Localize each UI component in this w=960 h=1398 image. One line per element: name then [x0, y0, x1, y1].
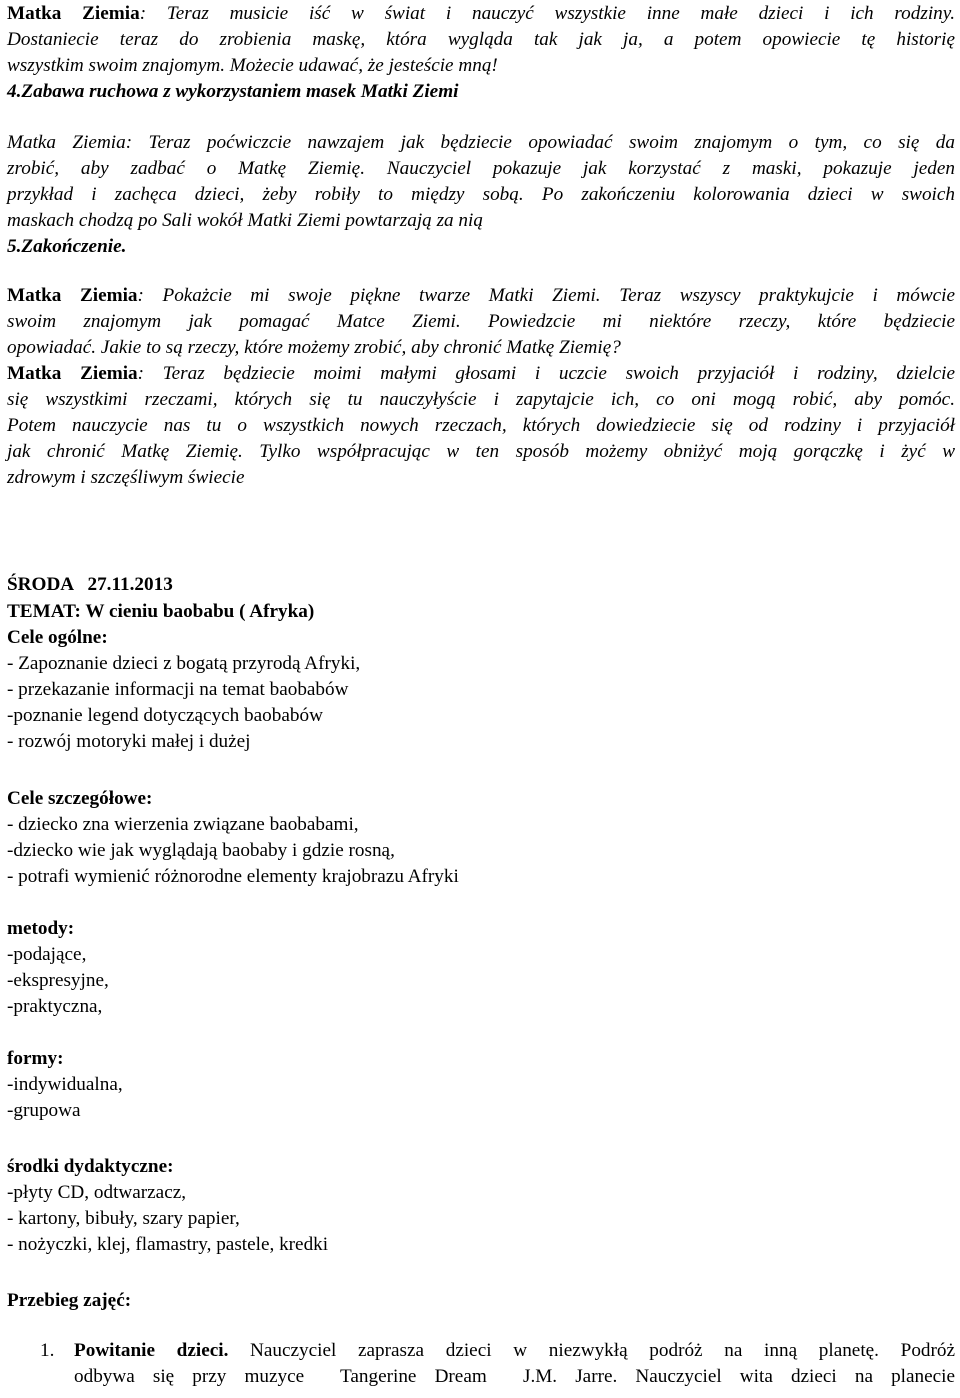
- list-item: -poznanie legend dotyczących baobabów: [7, 705, 323, 726]
- list-item: - potrafi wymienić różnorodne elementy krajobrazu Afryki: [7, 866, 459, 887]
- list-item: - Zapoznanie dzieci z bogatą przyrodą Afryki,: [7, 653, 361, 674]
- text-line: [7, 361, 955, 387]
- speaker-label: Matka Ziemia: [7, 363, 138, 384]
- lesson-topic: TEMAT: W cieniu baobabu ( Afryka): [7, 601, 315, 622]
- list-item: -indywidualna,: [7, 1074, 123, 1095]
- text-line: Dostaniecie teraz do zrobienia maskę, która wygląda tak jak ja, a potem opowiecie tę historię: [7, 29, 955, 50]
- forms-title: formy:: [7, 1048, 64, 1069]
- text-line: maskach chodzą po Sali wokół Matki Ziemi powtarzają za nią: [7, 210, 483, 231]
- text-line: wszystkim swoim znajomym. Możecie udawać, że jesteście mną!: [7, 55, 498, 76]
- text-line: Potem nauczycie nas tu o wszystkich nowych rzeczach, których dowiedziecie się od rodziny i przyjaciół: [7, 415, 955, 436]
- text-line: opowiadać. Jakie to są rzeczy, które możemy zrobić, aby chronić Matkę Ziemię?: [7, 337, 621, 358]
- step-line: odbywa się przy muzyce Tangerine Dream J.M. Jarre. Nauczyciel wita dzieci na planecie: [74, 1366, 955, 1387]
- step-number: 1.: [40, 1340, 55, 1361]
- methods-title: metody:: [7, 918, 75, 939]
- speech-text: : Teraz musicie iść w świat i nauczyć wszystkie inne małe dzieci i ich rodziny.: [139, 3, 955, 24]
- list-item: -praktyczna,: [7, 996, 103, 1017]
- speaker-label: Matka Ziemia: [7, 285, 138, 306]
- text-line: swoim znajomym jak pomagać Matce Ziemi. Powiedzcie mi niektóre rzeczy, które będziecie: [7, 311, 955, 332]
- list-item: -dziecko wie jak wyglądają baobaby i gdzie rosną,: [7, 840, 395, 861]
- speech-text: : Teraz będziecie moimi małymi głosami i uczcie swoich przyjaciół i rodziny, dzielcie: [137, 363, 955, 384]
- text-line: [7, 1, 955, 27]
- speaker-label: Matka Ziemia: [7, 3, 140, 24]
- step-line: [74, 1338, 955, 1364]
- aids-title: środki dydaktyczne:: [7, 1156, 174, 1177]
- list-item: -ekspresyjne,: [7, 970, 109, 991]
- step-label: Powitanie dzieci.: [74, 1340, 229, 1361]
- list-item: - nożyczki, klej, flamastry, pastele, kredki: [7, 1234, 329, 1255]
- text-line: jak chronić Matkę Ziemię. Tylko współpracując w ten sposób możemy obniżyć moją gorączkę i żyć w: [7, 441, 955, 462]
- list-item: - kartony, bibuły, szary papier,: [7, 1208, 240, 1229]
- list-item: -płyty CD, odtwarzacz,: [7, 1182, 187, 1203]
- text-line: Matka Ziemia: Teraz poćwiczcie nawzajem jak będziecie opowiadać swoim znajomym o tym, co się da: [7, 132, 955, 153]
- text-line: przykład i zachęca dzieci, żeby robiły to między sobą. Po zakończeniu kolorowania dzieci w swoich: [7, 184, 955, 205]
- section-heading: 4.Zabawa ruchowa z wykorzystaniem masek Matki Ziemi: [7, 81, 459, 102]
- list-item: -podające,: [7, 944, 87, 965]
- step-text: Nauczyciel zaprasza dzieci w niezwykłą podróż na inną planetę. Podróż: [228, 1340, 956, 1361]
- text-line: się wszystkimi rzeczami, których się tu nauczyłyście i zapytajcie ich, co oni mogą robić, aby pomóc.: [7, 389, 955, 410]
- section-heading: 5.Zakończenie.: [7, 236, 127, 257]
- text-line: [7, 283, 955, 309]
- list-item: - przekazanie informacji na temat baobabów: [7, 679, 349, 700]
- lesson-date: ŚRODA 27.11.2013: [7, 574, 173, 595]
- goals-specific-title: Cele szczegółowe:: [7, 788, 153, 809]
- text-line: zrobić, aby zadbać o Matkę Ziemię. Nauczyciel pokazuje jak korzystać z maski, pokazuje jeden: [7, 158, 955, 179]
- list-item: - rozwój motoryki małej i dużej: [7, 731, 251, 752]
- list-item: - dziecko zna wierzenia związane baobabami,: [7, 814, 359, 835]
- text-line: zdrowym i szczęśliwym świecie: [7, 467, 245, 488]
- list-item: -grupowa: [7, 1100, 81, 1121]
- course-title: Przebieg zajęć:: [7, 1290, 132, 1311]
- goals-general-title: Cele ogólne:: [7, 627, 108, 648]
- speech-text: : Pokażcie mi swoje piękne twarze Matki Ziemi. Teraz wszyscy praktykujcie i mówcie: [137, 285, 955, 306]
